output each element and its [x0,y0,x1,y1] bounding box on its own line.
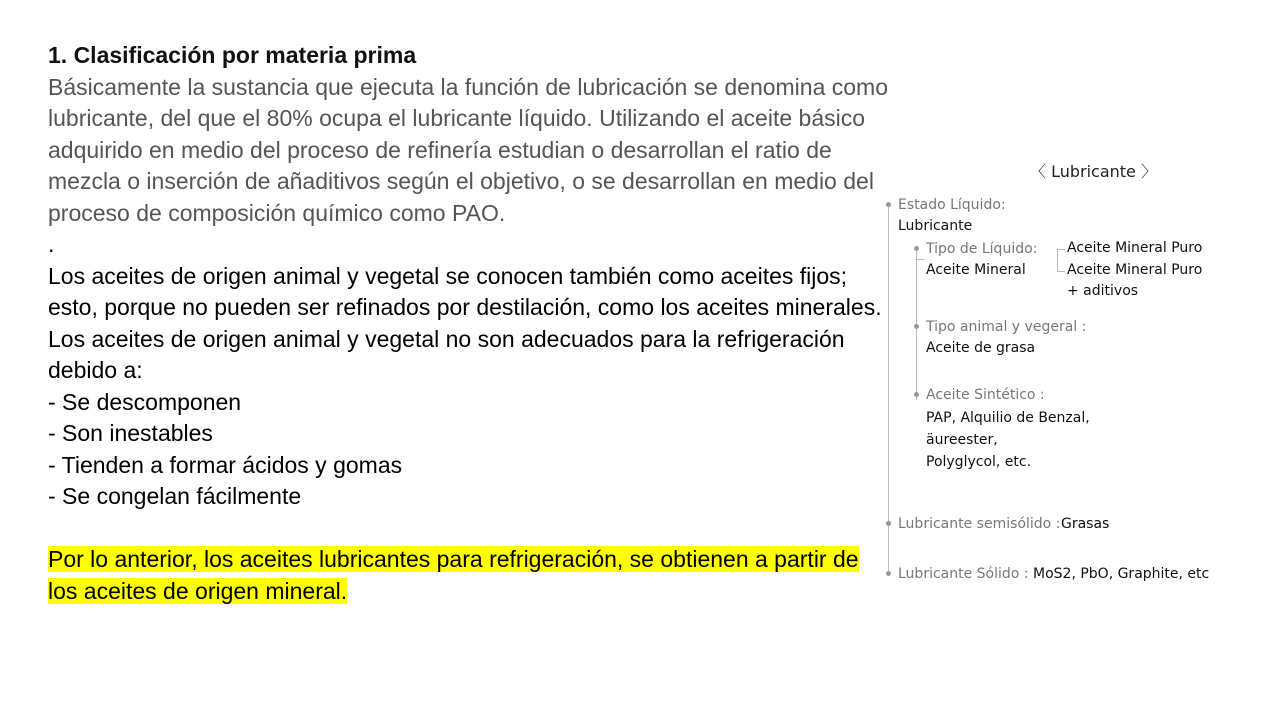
reason-item: - Tienden a formar ácidos y gomas [48,451,403,478]
mineral-additives-suffix: + aditivos [1067,283,1139,299]
node-dot [914,392,919,397]
liquid-type-value: Aceite Mineral [926,262,1026,278]
branch [916,259,924,260]
synthetic-value-1: PAP, Alquilio de Benzal, [926,410,1090,426]
synthetic-value-2: äureester, [926,432,998,448]
main-tree-line [888,205,889,575]
animal-type-value: Aceite de grasa [926,340,1036,356]
node-dot [914,246,919,251]
animal-type-label: Tipo animal y vegeral : [926,319,1087,335]
conclusion-paragraph [48,544,888,607]
intro-paragraph: Básicamente la sustancia que ejecuta la función de lubricación se denomina como lubricante, del que el 80% ocupa el lubricante líquido. Utilizando el aceite básico adquirido en medio del proceso de refinería estudian o desarrollan el ratio de mezcla o inserción de añaditivos según el objetivo, o se desarrollan en medio del proceso de composición químico como PAO. [48,73,889,226]
node-dot [886,202,891,207]
node-dot [886,521,891,526]
diagram-title: 〈 Lubricante 〉 [1030,162,1157,181]
separator-dot: . [48,231,55,257]
reason-item: - Son inestables [48,420,213,446]
lubricant-classification-diagram [880,155,1280,595]
node-dot [914,324,919,329]
highlighted-conclusion: Por lo anterior, los aceites lubricantes para refrigeración, se obtienen a partir de los aceites de origen mineral. [48,546,859,604]
liquid-state-value: Lubricante [898,218,973,234]
section-heading: 1. Clasificación por materia prima [48,42,417,68]
synthetic-label: Aceite Sintético : [926,387,1045,403]
solid-label: Lubricante Sólido : [898,566,1029,582]
reason-item: - Se congelan fácilmente [48,483,302,509]
semisolid-value: Grasas [1061,516,1110,532]
mineral-pure-label: Aceite Mineral Puro [1067,240,1203,256]
reason-item: - Se descomponen [48,388,242,415]
liquid-type-label: Tipo de Líquido: [926,241,1038,257]
synthetic-value-3: Polyglycol, etc. [926,454,1032,470]
liquid-state-label: Estado Líquido: [898,197,1006,213]
mineral-tree-line [1057,250,1058,272]
spacer [48,513,888,545]
solid-value: MoS2, PbO, Graphite, etc [1033,566,1210,582]
branch [1057,249,1065,250]
mineral-additives-label: Aceite Mineral Puro [1067,262,1203,278]
fixed-oils-paragraph: Los aceites de origen animal y vegetal se conocen también como aceites fijos; esto, porque no pueden ser refinados por destilación, como los aceites minerales. Los aceites de origen animal y vegetal no son adecuados para la refrigeración debido a: [48,262,882,383]
semisolid-label: Lubricante semisólido : [898,516,1061,532]
node-dot [886,571,891,576]
main-text [48,40,888,607]
branch [1057,271,1065,272]
